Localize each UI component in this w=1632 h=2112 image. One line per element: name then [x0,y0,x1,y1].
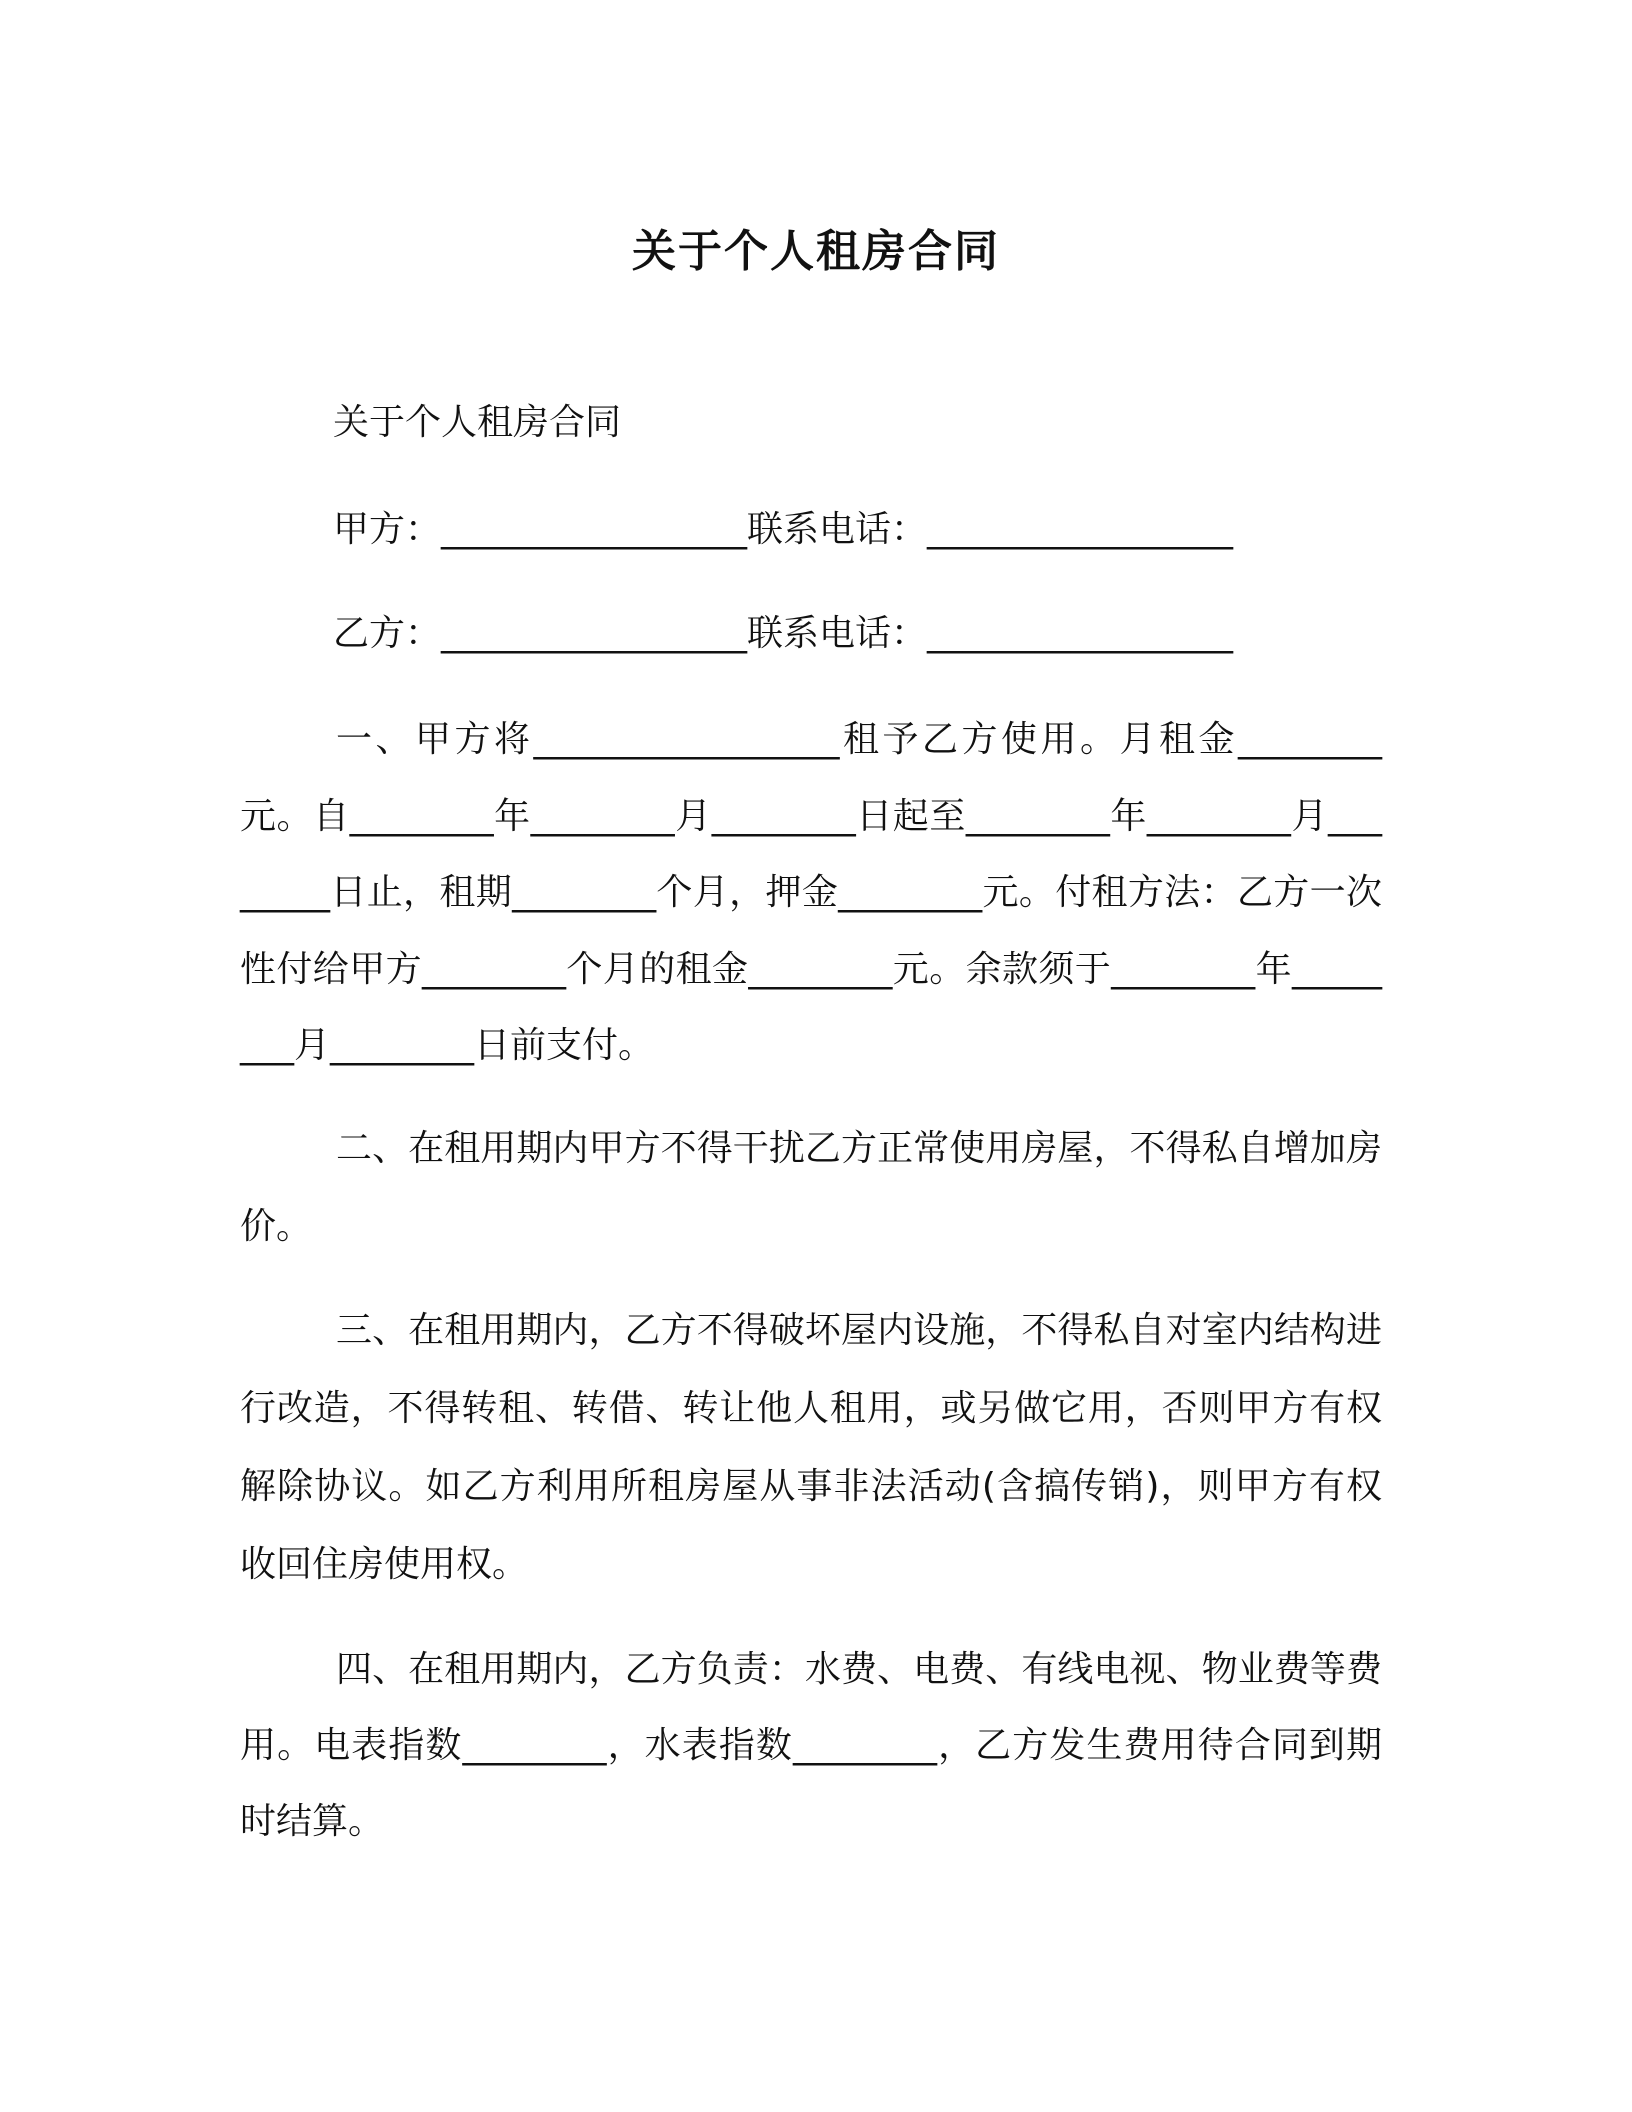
clause-2: 二、在租用期内甲方不得干扰乙方正常使用房屋，不得私自增加房价。 [240,1128,1382,1247]
party-b-line: 乙方：_________________联系电话：_________________ [333,613,1234,654]
document-subtitle: 关于个人租房合同 [333,402,622,443]
clause-4: 四、在租用期内，乙方负责：水费、电费、有线电视、物业费等费用。电表指数________，水表指数________，乙方发生费用待合同到期时结算。 [240,1649,1382,1842]
clause-3: 三、在租用期内，乙方不得破坏屋内设施，不得私自对室内结构进行改造，不得转租、转借、转让他人租用，或另做它用，否则甲方有权解除协议。如乙方利用所租房屋从事非法活动(含搞传销)，则甲方有权收回住房使用权。 [240,1310,1382,1585]
party-a-line: 甲方：_________________联系电话：_________________ [333,509,1234,550]
clause-1: 一、甲方将_________________租予乙方使用。月租金________元。自________年________月________日起至________年________月________日止，租期________个月，押金________元。付租方法：乙方一次性付给甲方________个月的租金________元。余款须于________年________月________日前支付。 [240,719,1382,1066]
document-title: 关于个人租房合同 [632,226,1000,277]
